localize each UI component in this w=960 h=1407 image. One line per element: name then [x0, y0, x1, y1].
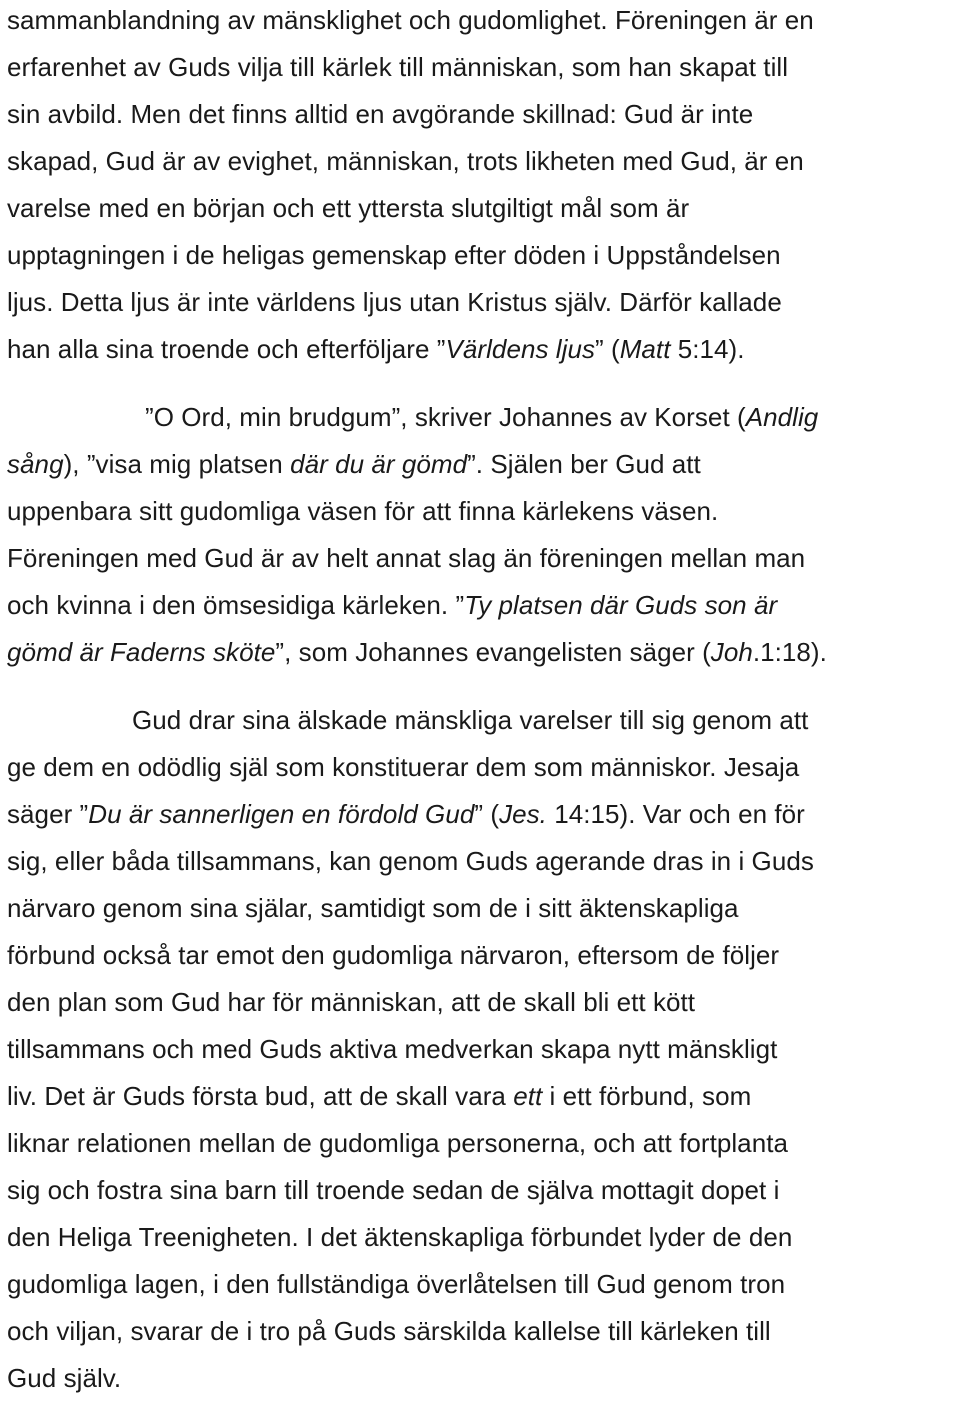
- text-line: varelse med en början och ett yttersta slutgiltigt mål som är: [7, 193, 690, 223]
- text-span: säger ”: [7, 799, 89, 829]
- text-line: liknar relationen mellan de gudomliga personerna, och att fortplanta: [7, 1128, 788, 1158]
- text-line: förbund också tar emot den gudomliga närvaron, eftersom de följer: [7, 940, 780, 970]
- text-line: Gud själv.: [7, 1363, 122, 1393]
- text-span: ” (: [595, 334, 620, 364]
- text-line: den plan som Gud har för människan, att de skall bli ett kött: [7, 987, 696, 1017]
- text-line: ge dem en odödlig själ som konstituerar dem som människor. Jesaja: [7, 752, 800, 782]
- text-line: [145, 397, 818, 437]
- text-line: gudomliga lagen, i den fullständiga överlåtelsen till Gud genom tron: [7, 1269, 786, 1299]
- text-span: .1:18).: [752, 637, 827, 667]
- text-line: [7, 585, 777, 625]
- text-line: sin avbild. Men det finns alltid en avgörande skillnad: Gud är inte: [7, 99, 754, 129]
- text-line: [7, 632, 827, 672]
- text-line: [7, 444, 701, 484]
- emphasis: Andlig: [745, 402, 819, 432]
- text-line: och viljan, svarar de i tro på Guds särskilda kallelse till kärleken till: [7, 1316, 771, 1346]
- text-line: sammanblandning av mänsklighet och gudomlighet. Föreningen är en: [7, 5, 814, 35]
- text-line: [7, 794, 805, 834]
- emphasis: Världens ljus: [445, 334, 596, 364]
- text-line: Föreningen med Gud är av helt annat slag än föreningen mellan man: [7, 543, 806, 573]
- text-span: och kvinna i den ömsesidiga kärleken. ”: [7, 590, 465, 620]
- emphasis: Joh: [710, 637, 753, 667]
- text-line: ljus. Detta ljus är inte världens ljus utan Kristus själv. Därför kallade: [7, 287, 782, 317]
- emphasis: sång: [7, 449, 64, 479]
- text-span: 5:14).: [670, 334, 745, 364]
- text-line: tillsammans och med Guds aktiva medverkan skapa nytt mänskligt: [7, 1034, 778, 1064]
- text-line: Gud drar sina älskade mänskliga varelser till sig genom att: [132, 705, 809, 735]
- text-line: närvaro genom sina själar, samtidigt som de i sitt äktenskapliga: [7, 893, 739, 923]
- emphasis: Matt: [619, 334, 671, 364]
- emphasis: där du är gömd: [290, 449, 468, 479]
- text-line: erfarenhet av Guds vilja till kärlek till människan, som han skapat till: [7, 52, 789, 82]
- text-span: liv. Det är Guds första bud, att de skall vara: [7, 1081, 514, 1111]
- text-span: ”, som Johannes evangelisten säger (: [275, 637, 711, 667]
- emphasis: ett: [513, 1081, 543, 1111]
- text-span: ”O Ord, min brudgum”, skriver Johannes av Korset (: [145, 402, 746, 432]
- text-span: ” (: [474, 799, 500, 829]
- text-span: ”. Själen ber Gud att: [467, 449, 701, 479]
- text-line: den Heliga Treenigheten. I det äktenskapliga förbundet lyder de den: [7, 1222, 793, 1252]
- text-line: sig, eller båda tillsammans, kan genom Guds agerande dras in i Guds: [7, 846, 814, 876]
- text-span: han alla sina troende och efterföljare ”: [7, 334, 446, 364]
- text-line: sig och fostra sina barn till troende sedan de själva mottagit dopet i: [7, 1175, 780, 1205]
- emphasis: Jes.: [499, 799, 547, 829]
- text-line: upptagningen i de heligas gemenskap efter döden i Uppståndelsen: [7, 240, 781, 270]
- text-line: [7, 329, 745, 369]
- text-line: [7, 1076, 751, 1116]
- text-span: ), ”visa mig platsen: [63, 449, 291, 479]
- emphasis: gömd är Faderns sköte: [7, 637, 276, 667]
- emphasis: Du är sannerligen en fördold Gud: [88, 799, 475, 829]
- text-line: uppenbara sitt gudomliga väsen för att finna kärlekens väsen.: [7, 496, 719, 526]
- text-span: 14:15). Var och en för: [546, 799, 805, 829]
- text-line: skapad, Gud är av evighet, människan, trots likheten med Gud, är en: [7, 146, 804, 176]
- emphasis: Ty platsen där Guds son är: [464, 590, 778, 620]
- text-span: i ett förbund, som: [542, 1081, 752, 1111]
